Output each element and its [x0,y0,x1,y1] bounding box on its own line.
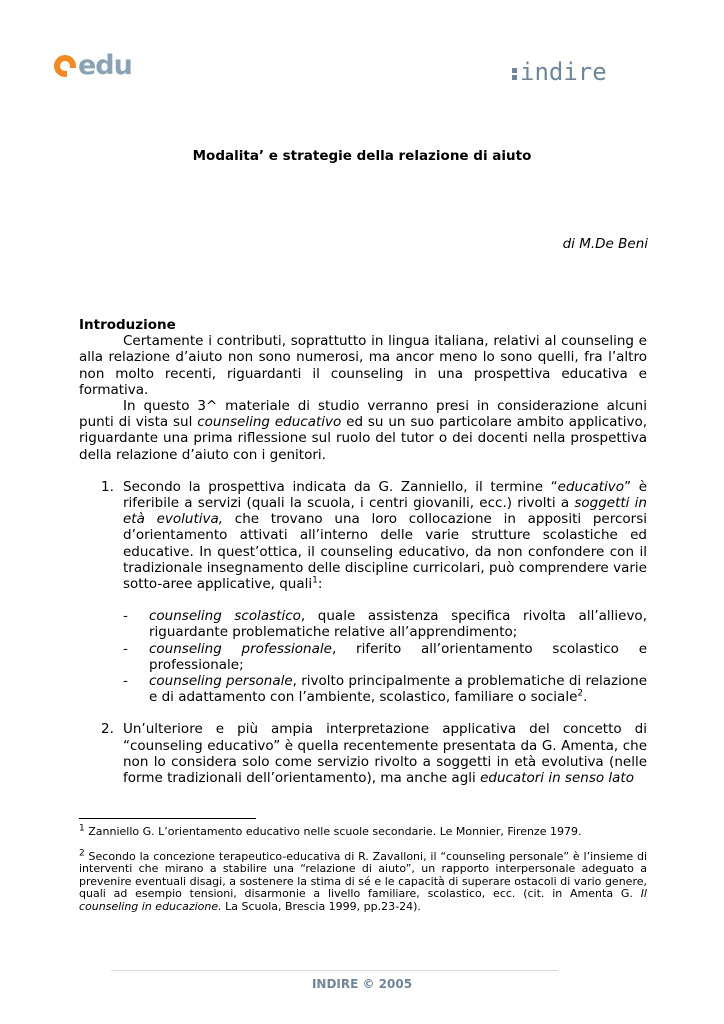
indire-logo [512,60,607,84]
sub-list-item [123,673,647,705]
footnote-1 [79,823,647,839]
text-run: In questo 3^ materiale di studio verranno presi in considerazione alcuni punti di vista sul [79,398,647,431]
text-run: Secondo la prospettiva indicata da G. Zanniello, il termine “ [123,478,558,495]
italic-run: counseling scolastico [149,608,301,625]
italic-run: counseling professionale [149,640,332,657]
footnote-text: Secondo la concezione terapeutico-educativa di R. Zavalloni, il “counseling personale” è l’insieme di interventi che mirano a stabilire una “relazione di aiuto”, un rapporto interpersonale adeguato a prevenire eventuali disagi, a sostenere la stima di sé e le capacità di superare ostacoli di vario genere, quali ad esempio tensioni, disarmonie a livello familiare, scolastico, ecc. (cit. in Amenta G. [79,849,647,901]
sub-list [123,608,647,705]
indire-logo-squares-icon [512,68,517,80]
footnote-2 [79,847,647,914]
text-run: , rivolto principalmente a problematiche di relazione e di adattamento con l’ambiente, scolastico, familiare o sociale [149,673,648,706]
footnote-text: Zanniello G. L’orientamento educativo nelle scuole secondarie. Le Monnier, Firenze 1979. [84,825,582,838]
sub-list-text [149,641,647,673]
list-number [79,721,123,786]
footnotes [79,823,647,926]
italic-run: counseling educativo [197,414,342,431]
footnote-mark: 1 [79,823,85,834]
footer-divider [111,970,558,971]
list-item [79,479,647,706]
section-heading: Introduzione [79,317,176,333]
italic-run: soggetti in età evolutiva, [123,495,647,528]
list-item [79,721,647,786]
text-run: che trovano una loro collocazione in appositi percorsi d’orientamento attivati all’interno delle varie strutture scolastiche ed educative. In quest’ottica, il counseling educativo, da non confondere con il tradizionale insegnamento delle discipline curricolari, può comprendere varie sotto-aree applicative, quali [123,511,647,593]
dash-marker: - [123,673,128,690]
main-content [79,317,647,802]
list-item-body [123,721,647,786]
text-run: : [317,576,323,593]
footnote-mark: 2 [79,847,85,858]
italic-run: counseling personale [149,673,293,690]
intro-paragraph-1: Certamente i contributi, soprattutto in lingua italiana, relativi al counseling e alla relazione d’aiuto non sono numerosi, ma ancor meno lo sono quelli, fra l’altro non molto recenti, riguardanti il counseling in una prospettiva educativa e formativa. [79,333,647,398]
sub-list-text [149,608,647,640]
footnote-ref[interactable]: 1 [312,575,318,586]
sub-list-item [123,641,647,673]
edu-logo-mark-icon [54,55,76,77]
italic-run: educatori in senso lato [480,770,634,787]
footnote-ref[interactable]: 2 [577,688,584,699]
text-run: ed su un suo particolare ambito applicativo, riguardante una prima riflessione sul ruolo del tutor o dei docenti nella prospettiva della relazione d’aiuto con i genitori. [79,414,648,463]
list-number [79,479,123,706]
text-run: ” è riferibile a servizi (quali la scuola, i centri giovanili, ecc.) rivolti a [123,478,647,512]
intro-paragraph-2 [79,398,647,463]
sub-list-text [149,673,647,705]
dash-marker: - [123,608,128,625]
document-title: Modalita’ e strategie della relazione di aiuto [192,148,532,164]
page-footer: INDIRE © 2005 [311,977,413,991]
text-run: , riferito all’orientamento scolastico e professionale; [149,640,648,673]
list-number-text: 1. [101,478,114,495]
footnote-text: La Scuola, Brescia 1999, pp.23-24). [221,899,421,913]
edu-logo [54,52,132,79]
author-line: di M.De Beni [562,236,648,252]
edu-logo-text: edu [78,50,132,81]
numbered-list [79,479,647,786]
indire-logo-text: indire [520,58,607,86]
dash-marker: - [123,640,128,657]
footnote-separator [79,818,256,819]
text-run: , quale assistenza specifica rivolta all’allievo, riguardante problematiche relative all’apprendimento; [149,608,647,641]
text-run: Un’ulteriore e più ampia interpretazione applicativa del concetto di “counseling educativo” è quella recentemente presentata da G. Amenta, che non lo considera solo come servizio rivolto a soggetti in età evolutiva (nelle forme tradizionali dell’orientamento), ma anche agli [123,721,647,787]
list-number-text: 2. [101,721,114,738]
list-item-body [123,479,647,706]
italic-run: Il counseling in educazione. [79,887,647,913]
text-run: . [583,689,588,706]
italic-run: educativo [557,478,625,495]
sub-list-item [123,608,647,640]
